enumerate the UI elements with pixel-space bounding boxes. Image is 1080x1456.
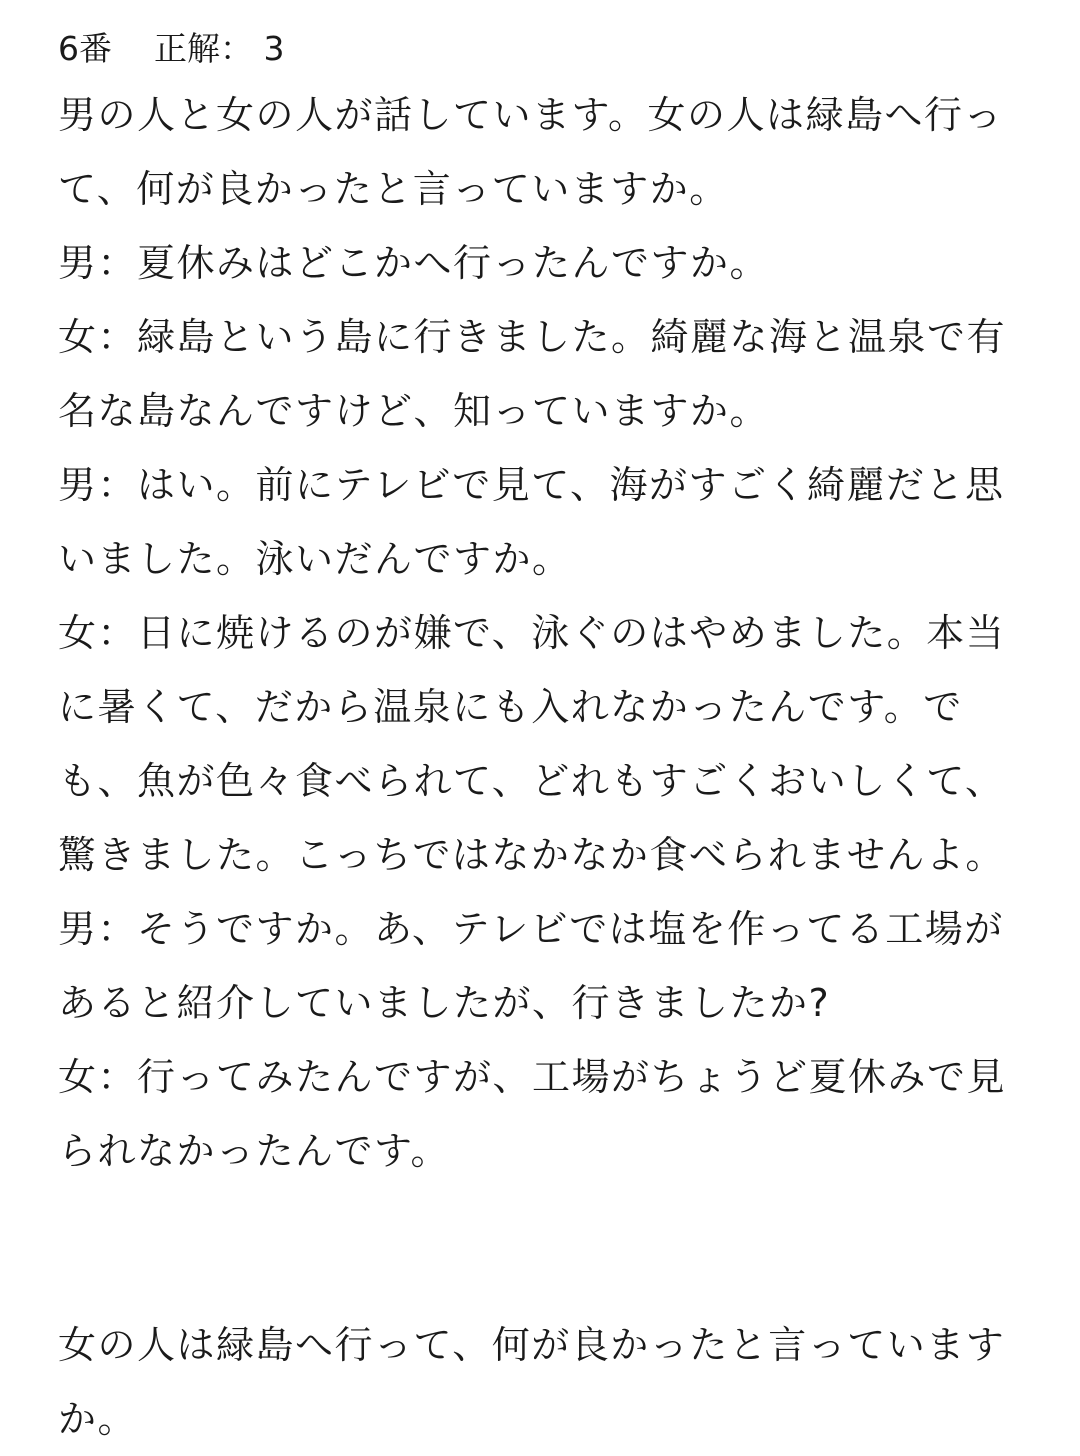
transcript-line: あると紹介していましたが、行きましたか? — [58, 981, 831, 1025]
question-line: 女の人は緑島へ行って、何が良かったと言っています — [58, 1323, 1006, 1367]
transcript-line: も、魚が色々食べられて、どれもすごくおいしくて、 — [58, 759, 1005, 803]
transcript-line: 女：緑島という島に行きました。綺麗な海と温泉で有 — [58, 315, 1007, 359]
transcript-line: て、何が良かったと言っていますか。 — [58, 167, 729, 211]
spacer — [58, 1188, 1018, 1308]
transcript-line: 名な島なんですけど、知っていますか。 — [58, 389, 770, 433]
answer-value: 3 — [263, 29, 285, 68]
transcript-line: 驚きました。こっちではなかなか食べられませんよ。 — [58, 833, 1005, 877]
transcript-line: られなかったんです。 — [58, 1129, 450, 1173]
transcript-line: 男：夏休みはどこかへ行ったんですか。 — [58, 241, 770, 285]
question-number: 6番 — [58, 29, 112, 68]
transcript-line: いました。泳いだんですか。 — [58, 537, 572, 581]
transcript-line: 男：はい。前にテレビで見て、海がすごく綺麗だと思 — [58, 463, 1005, 507]
question-header — [58, 20, 1018, 78]
answer-label: 正解： — [153, 29, 253, 68]
final-question — [58, 1308, 1018, 1456]
transcript-line: 女：日に焼けるのが嫌で、泳ぐのはやめました。本当 — [58, 611, 1006, 655]
dialogue-transcript — [58, 78, 1018, 1188]
transcript-line: 男の人と女の人が話しています。女の人は緑島へ行っ — [58, 93, 1003, 137]
transcript-line: 女：行ってみたんですが、工場がちょうど夏休みで見 — [58, 1055, 1007, 1099]
question-line: か。 — [58, 1397, 138, 1441]
transcript-line: に暑くて、だから温泉にも入れなかったんです。で — [58, 685, 963, 729]
transcript-line: 男：そうですか。あ、テレビでは塩を作ってる工場が — [58, 907, 1004, 951]
